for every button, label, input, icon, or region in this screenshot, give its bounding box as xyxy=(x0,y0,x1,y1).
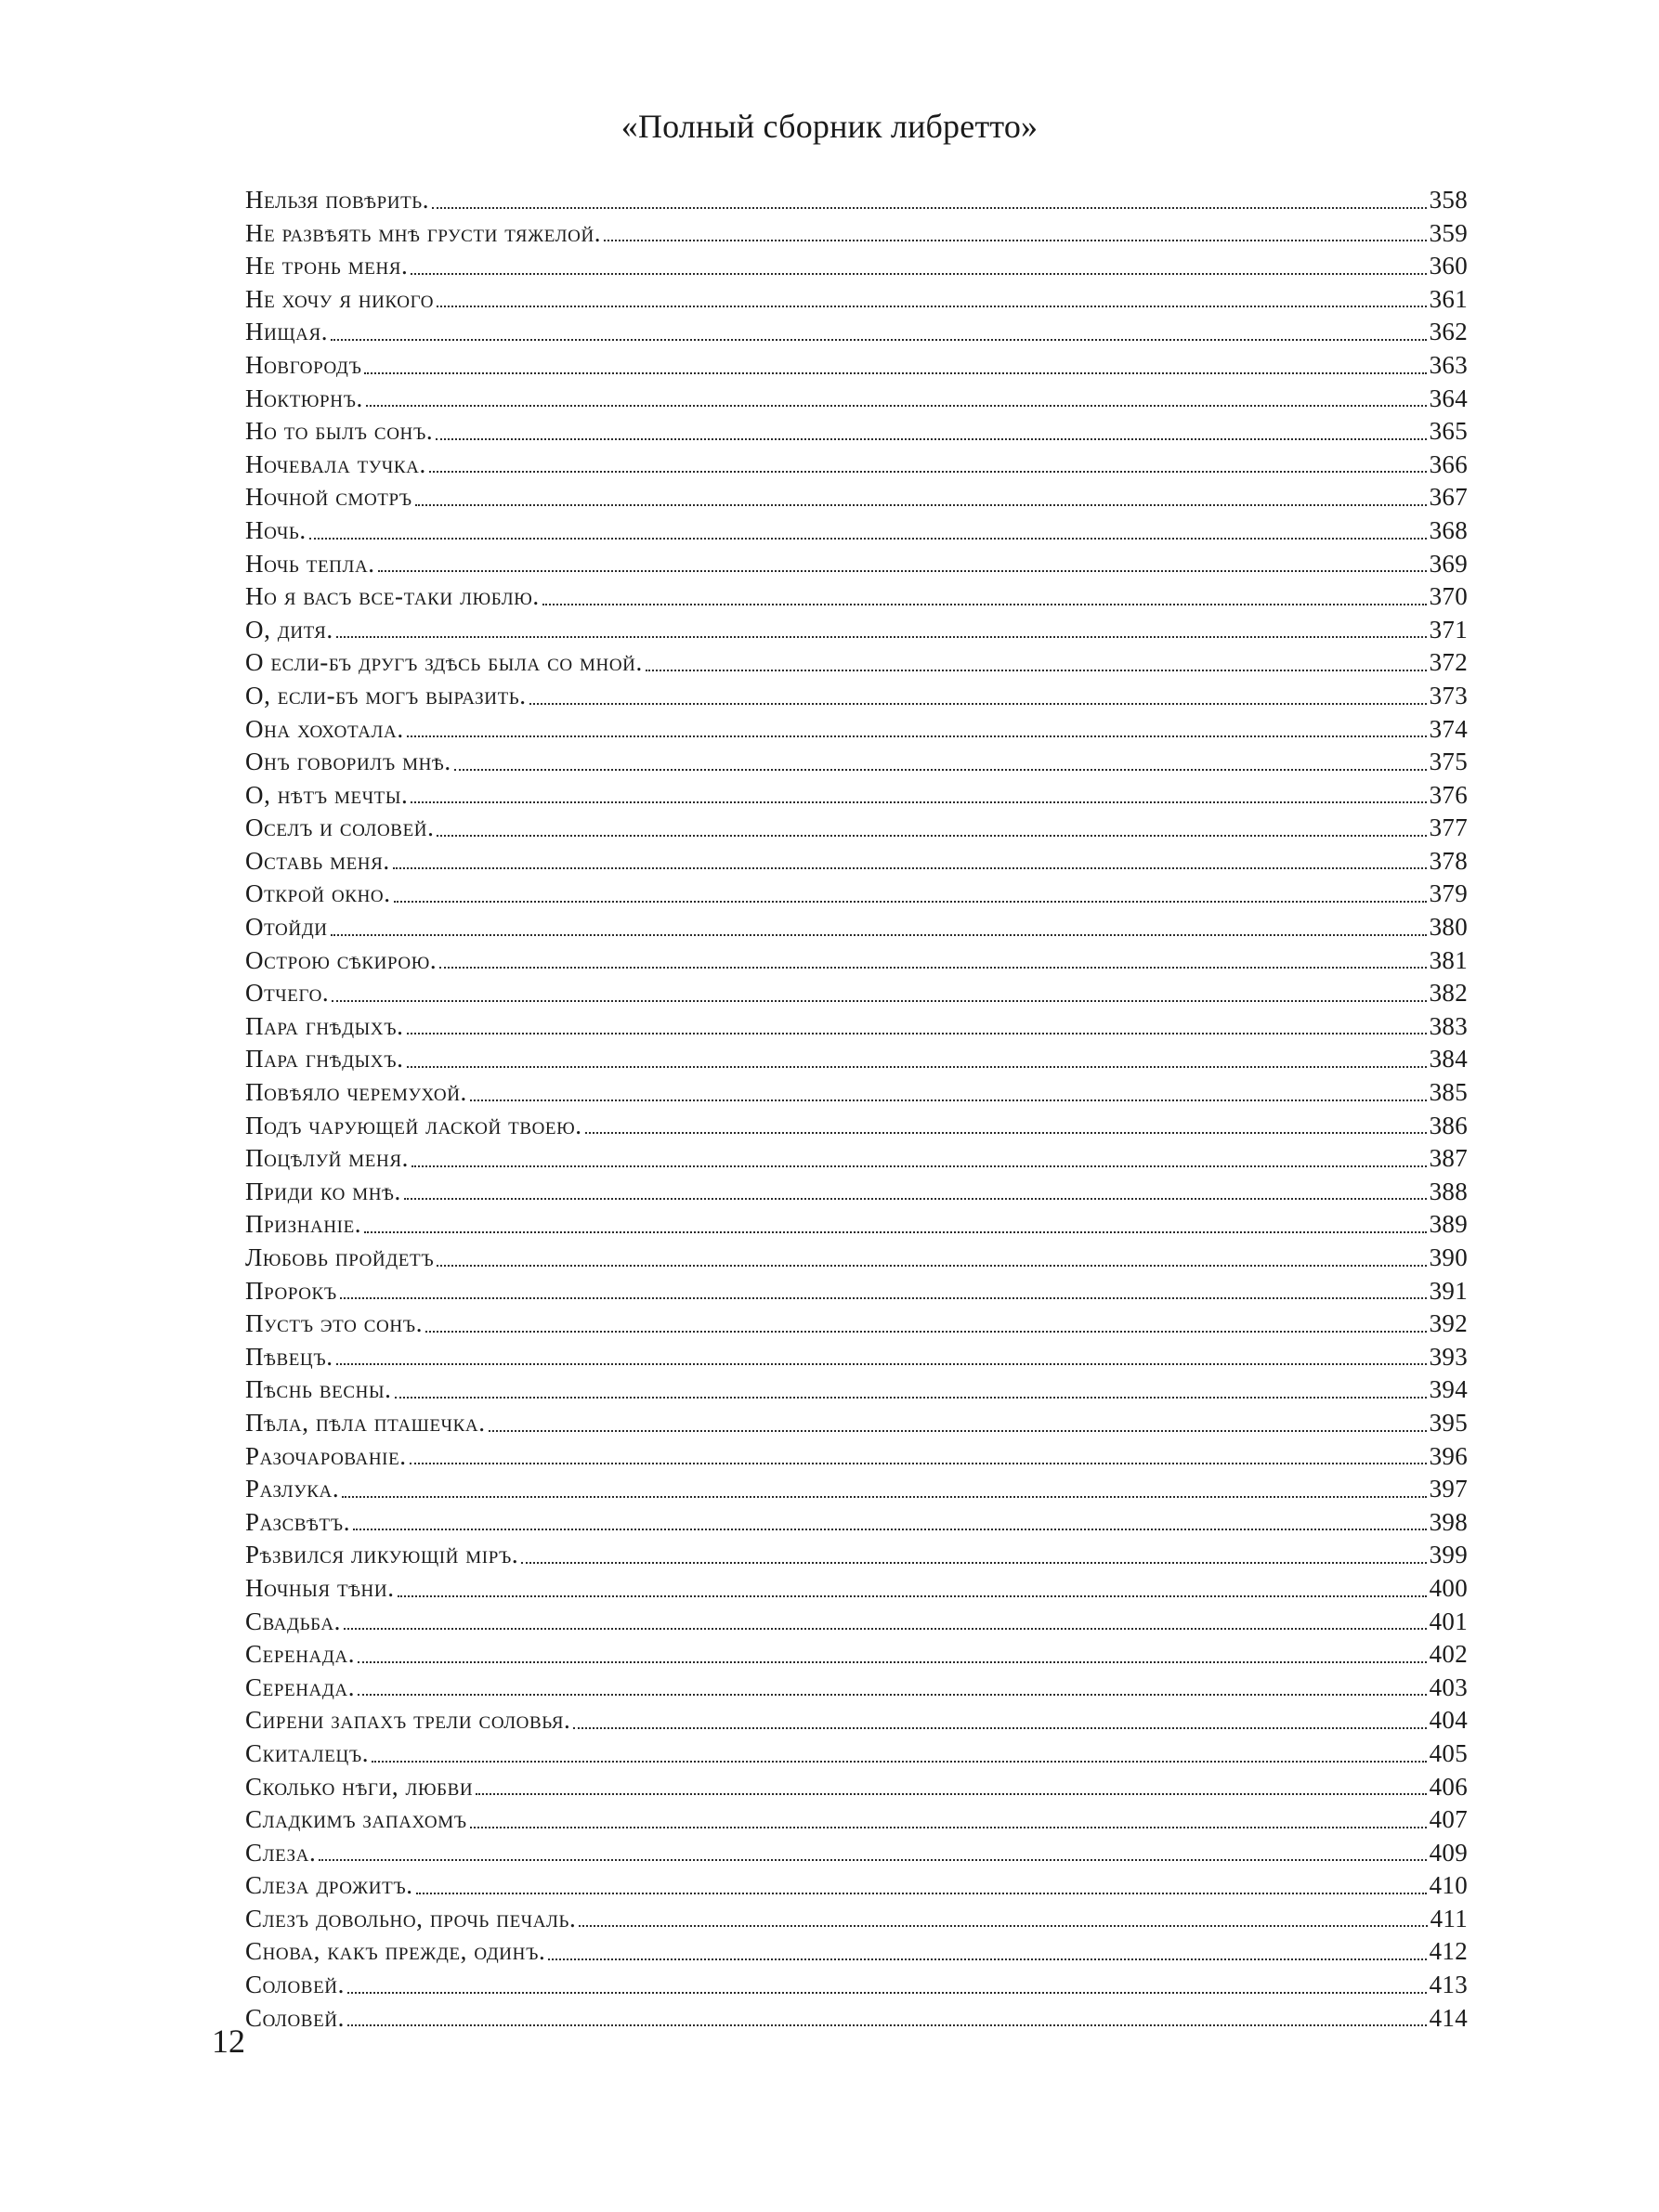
toc-entry-title: Пѣснь весны. xyxy=(245,1375,392,1404)
toc-entry-title: Открой окно. xyxy=(245,879,391,908)
toc-entry-title: Пустъ это сонъ. xyxy=(245,1309,424,1338)
dot-leader xyxy=(393,867,1427,869)
dot-leader xyxy=(489,1430,1427,1432)
toc-entry-page-number: 397 xyxy=(1429,1475,1468,1503)
toc-entry xyxy=(245,614,1468,647)
dot-leader xyxy=(309,538,1427,540)
toc-entry xyxy=(245,1308,1468,1341)
dot-leader xyxy=(347,2024,1427,2026)
dot-leader xyxy=(411,1165,1427,1167)
toc-entry-title: Разочарованiе. xyxy=(245,1441,407,1470)
toc-entry-title: Она хохотала. xyxy=(245,714,404,743)
toc-entry-page-number: 383 xyxy=(1429,1011,1468,1040)
toc-entry-page-number: 367 xyxy=(1429,483,1468,512)
toc-entry-page-number: 396 xyxy=(1429,1441,1468,1470)
toc-entry-page-number: 400 xyxy=(1429,1573,1468,1602)
table-of-contents xyxy=(245,184,1468,2035)
toc-entry-page-number: 399 xyxy=(1429,1541,1468,1569)
toc-entry-title: О, дитя. xyxy=(245,615,333,644)
dot-leader xyxy=(411,273,1426,275)
toc-entry-title: Ночь тепла. xyxy=(245,549,375,578)
toc-entry-page-number: 394 xyxy=(1429,1375,1468,1404)
toc-entry-title: Соловей. xyxy=(245,2003,345,2032)
toc-entry-title: О, нѣтъ мечты. xyxy=(245,780,409,809)
toc-entry-title: Не хочу я никого xyxy=(245,284,435,313)
toc-entry-title: Подъ чарующей лаской твоею. xyxy=(245,1111,582,1139)
dot-leader xyxy=(347,1992,1427,1994)
dot-leader xyxy=(437,1265,1426,1267)
dot-leader xyxy=(454,769,1427,771)
toc-entry-title: Признанiе. xyxy=(245,1210,362,1239)
toc-entry-page-number: 390 xyxy=(1429,1243,1468,1271)
toc-entry-title: Ночь. xyxy=(245,515,307,544)
dot-leader xyxy=(398,1595,1427,1597)
dot-leader xyxy=(331,339,1426,341)
toc-entry-page-number: 375 xyxy=(1429,748,1468,776)
toc-entry-page-number: 362 xyxy=(1429,318,1468,346)
dot-leader xyxy=(407,735,1427,737)
toc-entry-page-number: 370 xyxy=(1429,582,1468,611)
dot-leader xyxy=(436,438,1426,440)
toc-entry-page-number: 388 xyxy=(1429,1177,1468,1205)
dot-leader xyxy=(336,636,1427,638)
toc-entry xyxy=(245,2002,1468,2036)
toc-entry-page-number: 398 xyxy=(1429,1507,1468,1536)
dot-leader xyxy=(358,1661,1427,1663)
page-title: «Полный сборник либретто» xyxy=(620,108,1039,145)
toc-entry xyxy=(245,184,1468,217)
toc-entry-title: Ночной смотръ xyxy=(245,483,412,512)
toc-entry xyxy=(245,779,1468,813)
dot-leader xyxy=(476,1793,1426,1795)
toc-entry xyxy=(245,349,1468,383)
toc-entry-title: Острою сѣкирою. xyxy=(245,945,438,974)
dot-leader xyxy=(470,1827,1427,1828)
toc-entry-page-number: 402 xyxy=(1429,1640,1468,1669)
toc-entry-title: Отчего. xyxy=(245,979,330,1008)
dot-leader xyxy=(425,1331,1427,1333)
dot-leader xyxy=(404,1198,1427,1200)
toc-entry-page-number: 382 xyxy=(1429,979,1468,1008)
toc-entry-title: Оставь меня. xyxy=(245,846,390,875)
dot-leader xyxy=(344,1628,1427,1630)
toc-entry-page-number: 391 xyxy=(1429,1276,1468,1305)
dot-leader xyxy=(470,1099,1427,1101)
toc-entry xyxy=(245,1373,1468,1407)
dot-leader xyxy=(340,1297,1427,1299)
toc-entry xyxy=(245,977,1468,1010)
toc-entry xyxy=(245,316,1468,349)
toc-entry-title: Нельзя повѣрить. xyxy=(245,186,430,214)
toc-entry xyxy=(245,944,1468,978)
toc-entry xyxy=(245,1043,1468,1076)
dot-leader xyxy=(407,1066,1427,1068)
toc-entry-page-number: 368 xyxy=(1429,515,1468,544)
toc-entry-page-number: 413 xyxy=(1429,1971,1468,1999)
toc-entry xyxy=(245,1010,1468,1044)
toc-entry-title: Любовь пройдетъ xyxy=(245,1243,435,1271)
toc-entry xyxy=(245,680,1468,713)
toc-entry-title: Но я васъ все-таки люблю. xyxy=(245,582,540,611)
toc-entry xyxy=(245,1076,1468,1110)
toc-entry-page-number: 371 xyxy=(1429,615,1468,644)
toc-entry xyxy=(245,1903,1468,1936)
toc-entry xyxy=(245,283,1468,317)
toc-entry-title: Серенада. xyxy=(245,1672,356,1701)
toc-entry-page-number: 385 xyxy=(1429,1078,1468,1107)
toc-entry xyxy=(245,1341,1468,1374)
toc-entry-title: Скиталецъ. xyxy=(245,1738,370,1767)
toc-entry-page-number: 384 xyxy=(1429,1045,1468,1073)
toc-entry-title: Ноктюрнъ. xyxy=(245,384,363,412)
toc-entry xyxy=(245,580,1468,614)
toc-entry-title: Пара гнѣдыхъ. xyxy=(245,1011,404,1040)
dot-leader xyxy=(372,1761,1426,1763)
toc-entry-page-number: 401 xyxy=(1429,1607,1468,1635)
toc-entry xyxy=(245,1638,1468,1672)
toc-entry-page-number: 386 xyxy=(1429,1111,1468,1139)
toc-entry xyxy=(245,1142,1468,1176)
toc-entry-page-number: 410 xyxy=(1429,1871,1468,1900)
toc-entry-title: Пѣвецъ. xyxy=(245,1342,333,1371)
toc-entry xyxy=(245,878,1468,911)
toc-entry-title: Слеза дрожитъ. xyxy=(245,1871,413,1900)
toc-entry-page-number: 403 xyxy=(1429,1672,1468,1701)
toc-entry xyxy=(245,1572,1468,1606)
toc-entry-page-number: 366 xyxy=(1429,449,1468,478)
toc-entry-title: О, если-бъ могъ выразить. xyxy=(245,681,527,709)
toc-entry-page-number: 374 xyxy=(1429,714,1468,743)
toc-entry xyxy=(245,1969,1468,2002)
dot-leader xyxy=(542,604,1427,605)
dot-leader xyxy=(604,240,1426,241)
toc-entry xyxy=(245,1771,1468,1804)
toc-entry-page-number: 414 xyxy=(1429,2003,1468,2032)
toc-entry-page-number: 387 xyxy=(1429,1144,1468,1173)
toc-entry xyxy=(245,415,1468,449)
dot-leader xyxy=(585,1132,1427,1134)
toc-entry xyxy=(245,217,1468,251)
dot-leader xyxy=(364,1231,1426,1233)
dot-leader xyxy=(395,1397,1427,1399)
toc-entry-title: Разсвѣтъ. xyxy=(245,1507,351,1536)
toc-entry-title: Поцѣлуй меня. xyxy=(245,1144,409,1173)
dot-leader xyxy=(358,1694,1427,1696)
dot-leader xyxy=(332,1000,1426,1002)
toc-entry-page-number: 376 xyxy=(1429,780,1468,809)
toc-entry-title: Серенада. xyxy=(245,1640,356,1669)
toc-entry-title: Ночевала тучка. xyxy=(245,449,426,478)
toc-entry-page-number: 389 xyxy=(1429,1210,1468,1239)
toc-entry-page-number: 360 xyxy=(1429,252,1468,280)
toc-entry-title: Пѣла, пѣла пташечка. xyxy=(245,1408,486,1437)
toc-entry-page-number: 409 xyxy=(1429,1838,1468,1867)
toc-entry xyxy=(245,548,1468,581)
toc-entry-page-number: 393 xyxy=(1429,1342,1468,1371)
dot-leader xyxy=(407,1033,1427,1034)
toc-entry-page-number: 411 xyxy=(1430,1904,1468,1932)
toc-entry-page-number: 406 xyxy=(1429,1772,1468,1801)
dot-leader xyxy=(411,801,1426,803)
toc-entry-title: Слезъ довольно, прочь печаль. xyxy=(245,1904,577,1932)
toc-entry xyxy=(245,911,1468,944)
toc-entry-page-number: 380 xyxy=(1429,913,1468,942)
dot-leader xyxy=(646,670,1427,671)
dot-leader xyxy=(439,967,1426,969)
toc-entry-page-number: 364 xyxy=(1429,384,1468,412)
toc-entry xyxy=(245,1176,1468,1209)
dot-leader xyxy=(319,1859,1426,1861)
toc-entry-title: Свадьба. xyxy=(245,1607,342,1635)
toc-entry-title: О если-бъ другъ здѣсь была со мной. xyxy=(245,648,643,677)
toc-entry-page-number: 372 xyxy=(1429,648,1468,677)
toc-entry-page-number: 358 xyxy=(1429,186,1468,214)
dot-leader xyxy=(573,1727,1426,1729)
toc-entry-title: Отойди xyxy=(245,913,328,942)
toc-entry-title: Пророкъ xyxy=(245,1276,337,1305)
toc-entry-page-number: 405 xyxy=(1429,1738,1468,1767)
toc-entry-title: Не развѣять мнѣ грусти тяжелой. xyxy=(245,218,602,247)
toc-entry xyxy=(245,250,1468,283)
toc-entry-page-number: 395 xyxy=(1429,1408,1468,1437)
toc-entry-page-number: 412 xyxy=(1429,1937,1468,1966)
toc-entry-title: Сирени запахъ трели соловья. xyxy=(245,1706,571,1735)
toc-entry-title: Не тронь меня. xyxy=(245,252,409,280)
toc-entry xyxy=(245,1837,1468,1870)
dot-leader xyxy=(378,570,1427,572)
toc-entry xyxy=(245,746,1468,779)
dot-leader xyxy=(331,934,1427,936)
toc-entry-page-number: 392 xyxy=(1429,1309,1468,1338)
page-number: 12 xyxy=(212,2023,245,2060)
toc-entry-title: Сладкимъ запахомъ xyxy=(245,1805,467,1834)
dot-leader xyxy=(432,207,1426,209)
toc-entry-title: Ночныя тѣни. xyxy=(245,1573,395,1602)
toc-entry-title: Сколько нѣги, любви xyxy=(245,1772,474,1801)
toc-entry-title: Приди ко мнѣ. xyxy=(245,1177,401,1205)
dot-leader xyxy=(437,306,1427,307)
dot-leader xyxy=(353,1529,1427,1530)
toc-entry-title: Новгородъ xyxy=(245,350,362,379)
toc-entry-title: Онъ говорилъ мнѣ. xyxy=(245,748,451,776)
toc-entry xyxy=(245,1407,1468,1440)
toc-entry-title: Нищая. xyxy=(245,318,329,346)
toc-entry-page-number: 379 xyxy=(1429,879,1468,908)
toc-entry-page-number: 361 xyxy=(1429,284,1468,313)
dot-leader xyxy=(529,703,1427,705)
dot-leader xyxy=(415,504,1427,506)
toc-entry xyxy=(245,1506,1468,1540)
toc-entry-page-number: 377 xyxy=(1429,813,1468,842)
dot-leader xyxy=(437,835,1426,837)
toc-entry xyxy=(245,1869,1468,1903)
toc-entry xyxy=(245,1440,1468,1474)
toc-entry-title: Оселъ и соловей. xyxy=(245,813,435,842)
toc-entry xyxy=(245,1704,1468,1737)
toc-entry xyxy=(245,1242,1468,1275)
toc-entry xyxy=(245,383,1468,416)
toc-entry xyxy=(245,1539,1468,1572)
toc-entry xyxy=(245,812,1468,845)
toc-entry-title: Снова, какъ прежде, одинъ. xyxy=(245,1937,546,1966)
toc-entry xyxy=(245,1208,1468,1242)
toc-entry xyxy=(245,1473,1468,1506)
dot-leader xyxy=(342,1496,1426,1498)
toc-entry-page-number: 363 xyxy=(1429,350,1468,379)
toc-entry-page-number: 365 xyxy=(1429,417,1468,446)
toc-entry xyxy=(245,1803,1468,1837)
toc-entry xyxy=(245,481,1468,514)
toc-entry-title: Но то былъ сонъ. xyxy=(245,417,434,446)
toc-entry xyxy=(245,1672,1468,1705)
dot-leader xyxy=(394,901,1427,903)
dot-leader xyxy=(521,1562,1426,1564)
toc-entry-page-number: 407 xyxy=(1429,1805,1468,1834)
toc-entry xyxy=(245,646,1468,680)
toc-entry-title: Соловей. xyxy=(245,1971,345,1999)
toc-entry-title: Слеза. xyxy=(245,1838,317,1867)
dot-leader xyxy=(336,1363,1427,1365)
toc-entry xyxy=(245,1935,1468,1969)
toc-entry-page-number: 404 xyxy=(1429,1706,1468,1735)
toc-entry-page-number: 378 xyxy=(1429,846,1468,875)
toc-entry xyxy=(245,1110,1468,1143)
toc-entry xyxy=(245,713,1468,747)
toc-entry xyxy=(245,1606,1468,1639)
toc-entry-title: Разлука. xyxy=(245,1475,340,1503)
toc-entry-title: Повѣяло черемухой. xyxy=(245,1078,467,1107)
toc-entry-page-number: 381 xyxy=(1429,945,1468,974)
dot-leader xyxy=(366,405,1427,407)
toc-entry-title: Пара гнѣдыхъ. xyxy=(245,1045,404,1073)
dot-leader xyxy=(548,1958,1426,1960)
dot-leader xyxy=(579,1925,1427,1927)
toc-entry-page-number: 369 xyxy=(1429,549,1468,578)
dot-leader xyxy=(416,1893,1427,1894)
toc-entry xyxy=(245,1275,1468,1308)
dot-leader xyxy=(410,1463,1427,1464)
dot-leader xyxy=(364,372,1426,374)
toc-entry-page-number: 359 xyxy=(1429,218,1468,247)
toc-entry xyxy=(245,845,1468,878)
toc-entry xyxy=(245,1737,1468,1771)
toc-entry xyxy=(245,514,1468,548)
toc-entry xyxy=(245,449,1468,482)
toc-entry-title: Рѣзвился ликующiй мiръ. xyxy=(245,1541,519,1569)
dot-leader xyxy=(429,471,1427,473)
toc-entry-page-number: 373 xyxy=(1429,681,1468,709)
